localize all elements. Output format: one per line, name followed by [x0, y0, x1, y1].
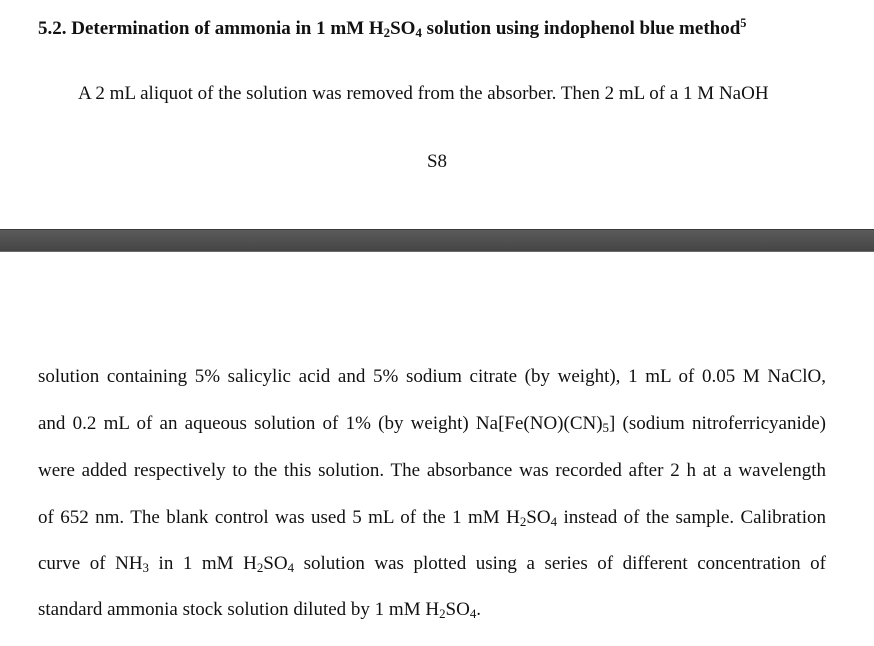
line-text: of 652 nm. The blank control was used 5 mL of the 1 mM H — [38, 507, 520, 528]
heading-text: solution using indophenol blue method — [421, 18, 741, 39]
section-heading — [38, 18, 746, 40]
subscript: 5 — [602, 420, 609, 436]
paragraph-line — [38, 413, 826, 435]
page-number: S8 — [426, 151, 448, 172]
heading-text: 5.2. Determination of ammonia in 1 mM H — [38, 18, 384, 39]
paragraph-line — [38, 507, 826, 529]
line-text: SO — [526, 507, 551, 528]
heading-subscript: 2 — [383, 25, 391, 41]
line-text: and 0.2 mL of an aqueous solution of 1% (by weight) Na[Fe(NO)(CN) — [38, 413, 603, 434]
line-text: curve of NH — [38, 553, 143, 574]
line-text: SO — [263, 553, 288, 574]
paragraph-last-line — [38, 599, 481, 621]
line-text: instead of the sample. Calibration — [557, 507, 826, 528]
paragraph-first-line: A 2 mL aliquot of the solution was removed from the absorber. Then 2 mL of a 1 M NaOH — [78, 83, 769, 104]
line-text: . — [476, 599, 482, 620]
heading-subscript: 4 — [415, 25, 422, 41]
reference-superscript: 5 — [740, 16, 747, 31]
line-text: solution was plotted using a series of different concentration of — [294, 553, 826, 574]
pdf-page-bottom — [0, 252, 874, 646]
subscript: 2 — [519, 514, 527, 530]
subscript: 4 — [550, 514, 558, 530]
paragraph-line — [38, 553, 826, 575]
heading-text: SO — [390, 18, 416, 39]
line-text: SO — [445, 599, 470, 620]
subscript: 3 — [142, 560, 149, 576]
subscript: 2 — [439, 606, 446, 622]
line-text: in 1 mM H — [149, 553, 257, 574]
line-text: standard ammonia stock solution diluted by 1 mM H — [38, 599, 440, 620]
subscript: 4 — [287, 560, 295, 576]
page-separator — [0, 229, 874, 252]
line-text: ] (sodium nitroferricyanide) — [609, 413, 827, 434]
paragraph-line: were added respectively to the this solution. The absorbance was recorded after 2 h at a wavelength — [38, 460, 826, 481]
subscript: 2 — [256, 560, 264, 576]
pdf-page-top — [0, 0, 874, 229]
paragraph-line: solution containing 5% salicylic acid and 5% sodium citrate (by weight), 1 mL of 0.05 M NaClO, — [38, 366, 826, 387]
subscript: 4 — [469, 606, 477, 622]
